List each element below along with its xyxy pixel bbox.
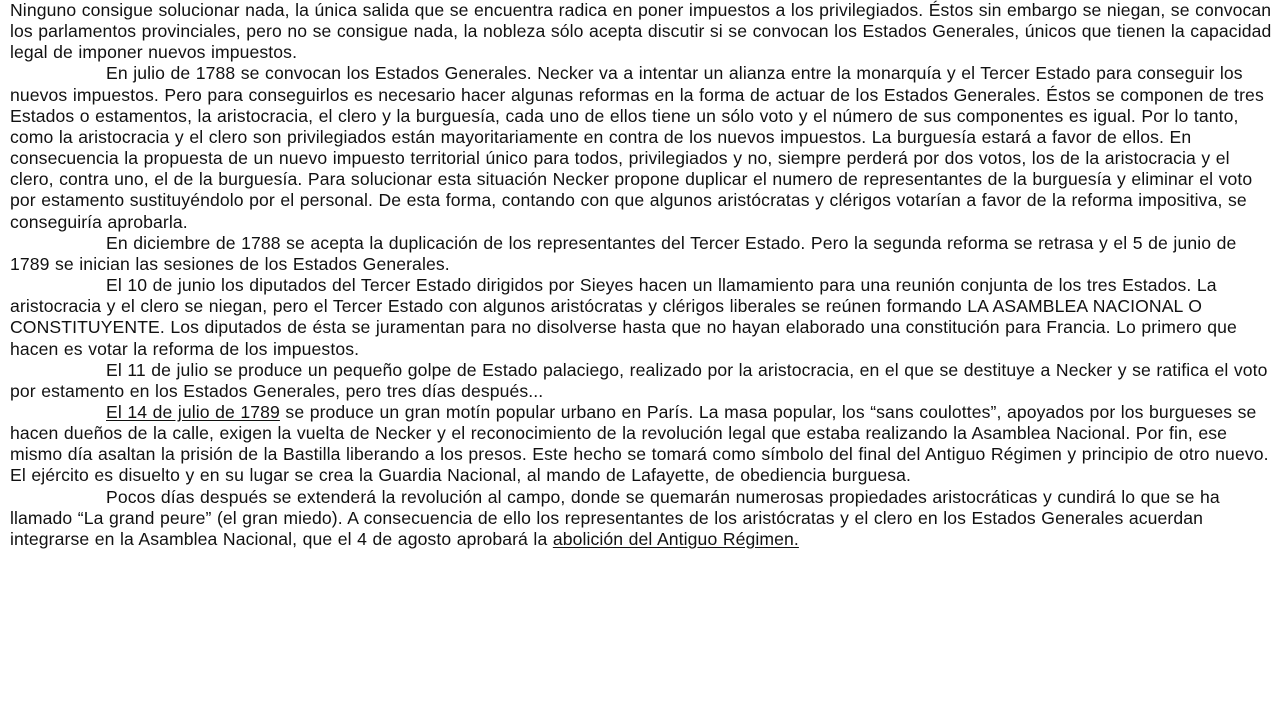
- abolition-link[interactable]: abolición del Antiguo Régimen.: [552, 528, 799, 549]
- paragraph-3: [10, 233, 1272, 275]
- paragraph-4-text: El 10 de junio los diputados del Tercer Estado dirigidos por Sieyes hacen un llamamiento para una reunión conjunta de los tres Estados. La aristocracia y el clero se niegan, pero el Tercer Estado con algunos aristócratas y clérigos liberales se reúnen formando LA ASAMBLEA NACIONAL O CONSTITUYENTE. Los diputados de ésta se juramentan para no disolverse hasta que no hayan elaborado una constitución para Francia. Lo primero que hacen es votar la reforma de los impuestos.: [10, 275, 1237, 359]
- paragraph-5-text: El 11 de julio se produce un pequeño golpe de Estado palaciego, realizado por la aristocracia, en el que se destituye a Necker y se ratifica el voto por estamento en los Estados Generales, pero tres días después...: [10, 359, 1268, 401]
- paragraph-5: [10, 360, 1272, 402]
- paragraph-7: [10, 487, 1272, 550]
- paragraph-1: [10, 0, 1272, 63]
- paragraph-2-text: En julio de 1788 se convocan los Estados Generales. Necker va a intentar un alianza entre la monarquía y el Tercer Estado para conseguir los nuevos impuestos. Pero para conseguirlos es necesario hacer algunas reformas en la forma de actuar de los Estados Generales. Éstos se componen de tres Estados o estamentos, la aristocracia, el clero y la burguesía, cada uno de ellos tiene un sólo voto y el número de sus componentes es igual. Por lo tanto, como la aristocracia y el clero son privilegiados están mayoritariamente en contra de los nuevos impuestos. La burguesía estará a favor de ellos. En consecuencia la propuesta de un nuevo impuesto territorial único para todos, privilegiados y no, siempre perderá por dos votos, los de la aristocracia y el clero, contra uno, el de la burguesía. Para solucionar esta situación Necker propone duplicar el numero de representantes de la burguesía y eliminar el voto por estamento sustituyéndolo por el personal. De esta forma, contando con que algunos aristócratas y clérigos votarían a favor de la reforma impositiva, se conseguiría aprobarla.: [10, 63, 1264, 232]
- paragraph-4: [10, 275, 1272, 360]
- date-link-14-july-1789[interactable]: El 14 de julio de 1789: [106, 401, 280, 422]
- document-body: [10, 0, 1272, 550]
- paragraph-3-text: En diciembre de 1788 se acepta la duplicación de los representantes del Tercer Estado. Pero la segunda reforma se retrasa y el 5 de junio de 1789 se inician las sesiones de los Estados Generales.: [10, 232, 1237, 274]
- paragraph-6-text: se produce un gran motín popular urbano en París. La masa popular, los “sans coulottes”, apoyados por los burgueses se hacen dueños de la calle, exigen la vuelta de Necker y el reconocimiento de la revolución legal que estaba realizando la Asamblea Nacional. Por fin, ese mismo día asaltan la prisión de la Bastilla liberando a los presos. Este hecho se tomará como símbolo del final del Antiguo Régimen y principio de otro nuevo. El ejército es disuelto y en su lugar se crea la Guardia Nacional, al mando de Lafayette, de obediencia burguesa.: [10, 401, 1269, 486]
- paragraph-1-text: Ninguno consigue solucionar nada, la única salida que se encuentra radica en poner impuestos a los privilegiados. Éstos sin embargo se niegan, se convocan los parlamentos provinciales, pero no se consigue nada, la nobleza sólo acepta discutir si se convocan los Estados Generales, únicos que tienen la capacidad legal de imponer nuevos impuestos.: [10, 0, 1272, 63]
- paragraph-6: [10, 402, 1272, 487]
- paragraph-2: [10, 63, 1272, 232]
- paragraph-7-text: Pocos días después se extenderá la revolución al campo, donde se quemarán numerosas propiedades aristocráticas y cundirá lo que se ha llamado “La grand peure” (el gran miedo). A consecuencia de ello los representantes de los aristócratas y el clero en los Estados Generales acuerdan integrarse en la Asamblea Nacional, que el 4 de agosto aprobará la: [10, 486, 1220, 549]
